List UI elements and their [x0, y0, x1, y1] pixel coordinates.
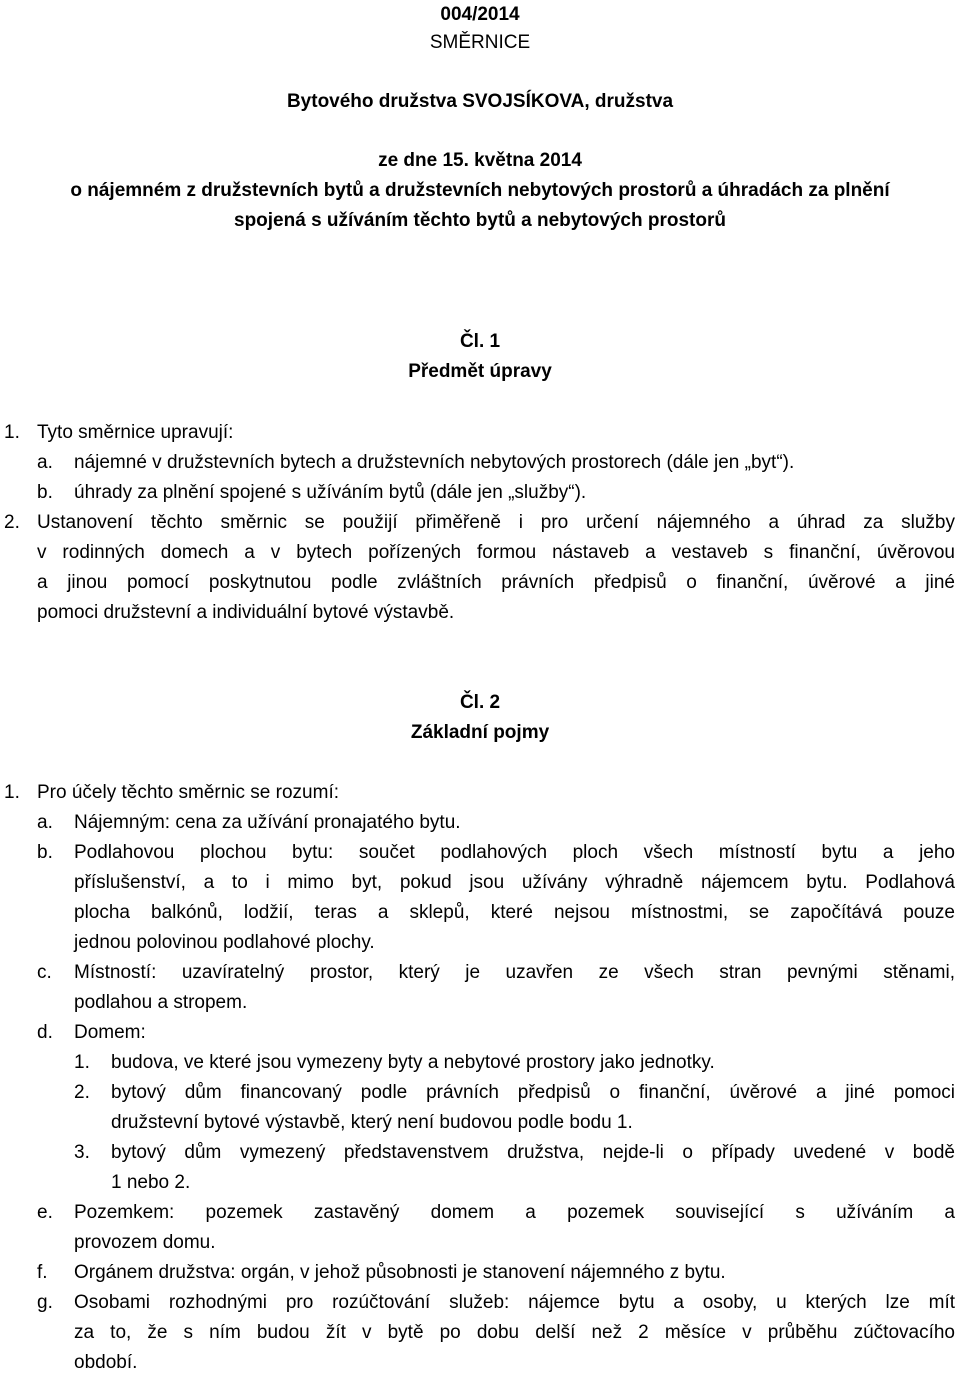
art2-b-line-3: plocha balkónů, lodžií, teras a sklepů, které nejsou místnostmi, se započítává pouze [74, 902, 955, 923]
art2-b-number: b. [37, 842, 53, 863]
art2-c-line-1: Místností: uzavíratelný prostor, který je uzavřen ze všech stran pevnými stěnami, [74, 962, 955, 983]
document-date: ze dne 15. května 2014 [378, 150, 582, 171]
art2-g-line-1: Osobami rozhodnými pro rozúčtování služeb: nájemce bytu a osoby, u kterých lze mít [74, 1292, 955, 1313]
art1-b-number: b. [37, 482, 53, 503]
article-1-title: Předmět úpravy [408, 361, 552, 382]
art2-d-text: Domem: [74, 1022, 146, 1043]
art2-g-line-3: období. [74, 1352, 138, 1373]
art2-g-line-2: za to, že s ním budou žít v bytě po dobu delší než 2 měsíce v průběhu zúčtovacího [74, 1322, 955, 1343]
art1-p2-line-1: Ustanovení těchto směrnic se použijí přiměřeně i pro určení nájemného a úhrad za služby [37, 512, 955, 533]
art2-b-line-4: jednou polovinou podlahové plochy. [74, 932, 375, 953]
art2-d1-text: budova, ve které jsou vymezeny byty a nebytové prostory jako jednotky. [111, 1052, 715, 1073]
document-subject-line-2: spojená s užíváním těchto bytů a nebytových prostorů [234, 210, 726, 231]
document-number: 004/2014 [440, 4, 520, 25]
art1-p1-number: 1. [4, 422, 20, 443]
art1-p2-number: 2. [4, 512, 20, 533]
art1-a-number: a. [37, 452, 53, 473]
art1-p2-line-4: pomoci družstevní a individuální bytové výstavbě. [37, 602, 455, 623]
art1-a-text: nájemné v družstevních bytech a družstevních nebytových prostorech (dále jen „byt“). [74, 452, 795, 473]
article-1-heading: Čl. 1 [459, 331, 501, 352]
art2-d-number: d. [37, 1022, 53, 1043]
art2-p1-text: Pro účely těchto směrnic se rozumí: [37, 782, 339, 803]
art1-p1-text: Tyto směrnice upravují: [37, 422, 234, 443]
art1-p2-line-2: v rodinných domech a v bytech pořízených formou nástaveb a vestaveb s finanční, úvěrovou [37, 542, 955, 563]
art2-d2-line-1: bytový dům financovaný podle právních předpisů o finanční, úvěrové a jiné pomoci [111, 1082, 955, 1103]
art2-p1-number: 1. [4, 782, 20, 803]
art2-a-text: Nájemným: cena za užívání pronajatého bytu. [74, 812, 461, 833]
article-2-heading: Čl. 2 [459, 692, 501, 713]
art2-c-number: c. [37, 962, 52, 983]
art2-e-number: e. [37, 1202, 53, 1223]
art2-d1-number: 1. [74, 1052, 90, 1073]
art2-d2-line-2: družstevní bytové výstavbě, který není budovou podle bodu 1. [111, 1112, 633, 1133]
art2-d3-line-1: bytový dům vymezený představenstvem družstva, nejde-li o případy uvedené v bodě [111, 1142, 955, 1163]
art2-b-line-2: příslušenství, a to i mimo byt, pokud jsou užívány výhradně nájemcem bytu. Podlahová [74, 872, 955, 893]
art1-p2-line-3: a jinou pomocí poskytnutou podle zvláštních právních předpisů o finanční, úvěrové a jiné [37, 572, 955, 593]
document-type: SMĚRNICE [429, 32, 531, 53]
art2-d3-number: 3. [74, 1142, 90, 1163]
organization-name: Bytového družstva SVOJSÍKOVA, družstva [286, 91, 674, 112]
art2-d3-line-2: 1 nebo 2. [111, 1172, 191, 1193]
art2-e-line-1: Pozemkem: pozemek zastavěný domem a pozemek související s užíváním a [74, 1202, 955, 1223]
art2-b-line-1: Podlahovou plochou bytu: součet podlahových ploch všech místností bytu a jeho [74, 842, 955, 863]
art2-e-line-2: provozem domu. [74, 1232, 216, 1253]
article-2-title: Základní pojmy [410, 722, 550, 743]
art2-d2-number: 2. [74, 1082, 90, 1103]
art2-a-number: a. [37, 812, 53, 833]
art2-g-number: g. [37, 1292, 53, 1313]
art1-b-text: úhrady za plnění spojené s užíváním bytů (dále jen „služby“). [74, 482, 587, 503]
art2-f-text: Orgánem družstva: orgán, v jehož působnosti je stanovení nájemného z bytu. [74, 1262, 726, 1283]
art2-f-number: f. [37, 1262, 48, 1283]
document-subject-line-1: o nájemném z družstevních bytů a družstevních nebytových prostorů a úhradách za plnění [70, 180, 890, 201]
art2-c-line-2: podlahou a stropem. [74, 992, 248, 1013]
